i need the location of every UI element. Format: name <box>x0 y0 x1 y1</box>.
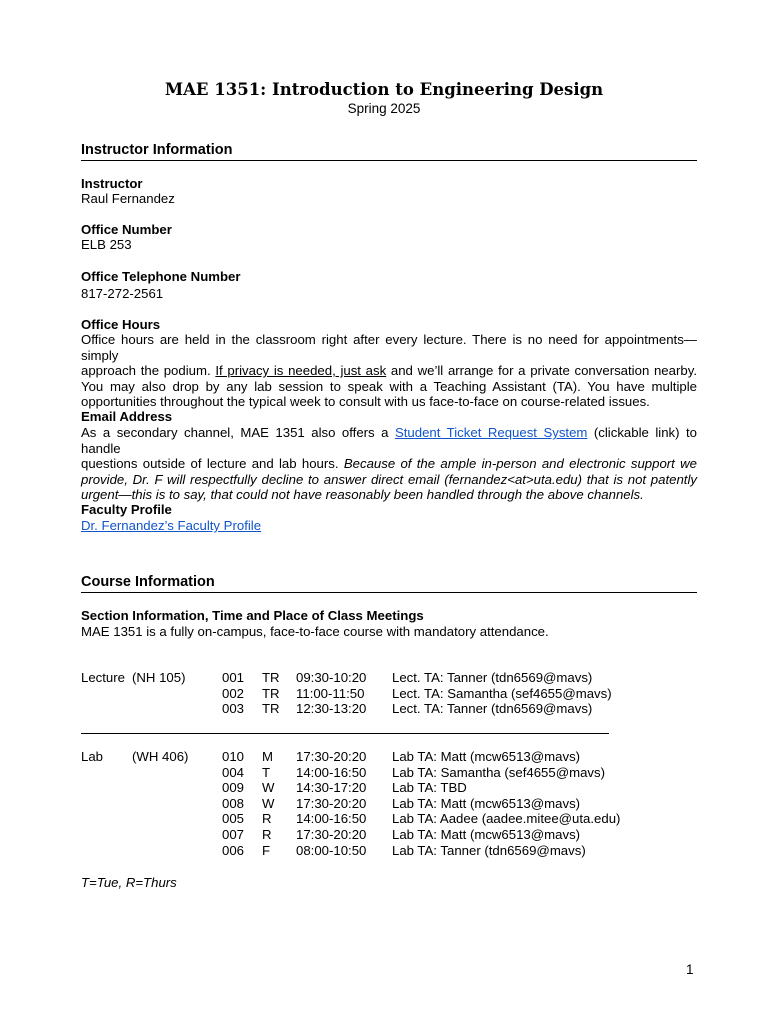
office-hours-label: Office Hours <box>81 317 161 332</box>
office-hours-text: and we’ll arrange for a private conversation nearby. <box>386 363 697 378</box>
section-number: 003 <box>222 701 245 717</box>
faculty-profile-label: Faculty Profile <box>81 502 172 517</box>
instructor-label: Instructor <box>81 176 143 191</box>
course-term: Spring 2025 <box>347 101 421 116</box>
teaching-assistant: Lect. TA: Samantha (sef4655@mavs) <box>392 685 612 701</box>
email-line <box>81 456 697 472</box>
meeting-days: W <box>262 780 275 796</box>
meeting-time: 12:30-13:20 <box>296 701 367 717</box>
office-phone-value: 817-272-2561 <box>81 286 164 301</box>
meeting-days: TR <box>262 701 280 717</box>
room: (WH 406) <box>132 749 189 764</box>
meeting-time: 14:30-17:20 <box>296 780 367 796</box>
meeting-time: 17:30-20:20 <box>296 827 367 842</box>
email-policy-line: urgent—this is to say, that could not have reasonably been handled through the above channels. <box>81 487 644 502</box>
teaching-assistant: Lab TA: Aadee (aadee.mitee@uta.edu) <box>392 811 621 827</box>
meeting-time: 08:00-10:50 <box>296 842 367 858</box>
course-title: MAE 1351: Introduction to Engineering Design <box>164 80 604 99</box>
page-number: 1 <box>686 962 694 977</box>
office-hours-text: approach the podium. <box>81 363 216 378</box>
meeting-time: 14:00-16:50 <box>296 764 367 780</box>
meeting-time: 17:30-20:20 <box>296 795 367 811</box>
section-number: 009 <box>222 780 245 796</box>
teaching-assistant: Lect. TA: Tanner (tdn6569@mavs) <box>392 670 593 685</box>
meeting-time: 09:30-10:20 <box>296 670 367 685</box>
section-number: 006 <box>222 842 245 858</box>
schedule-divider <box>81 733 609 734</box>
teaching-assistant: Lab TA: Tanner (tdn6569@mavs) <box>392 842 586 858</box>
section-number: 001 <box>222 670 245 685</box>
section-information-label: Section Information, Time and Place of Class Meetings <box>81 608 424 623</box>
meeting-time: 11:00-11:50 <box>296 685 365 701</box>
email-line <box>81 425 697 456</box>
office-hours-line: Office hours are held in the classroom right after every lecture. There is no need for appointments—simply <box>81 332 697 363</box>
office-number-value: ELB 253 <box>81 237 132 252</box>
office-hours-paragraph <box>81 332 697 410</box>
meeting-days: TR <box>262 685 280 701</box>
section-number: 004 <box>222 764 245 780</box>
email-address-label: Email Address <box>81 409 173 424</box>
meeting-days: F <box>262 842 271 858</box>
student-ticket-request-link[interactable]: Student Ticket Request System <box>394 425 588 440</box>
meeting-time: 14:00-16:50 <box>296 811 367 827</box>
instructor-information-heading: Instructor Information <box>81 142 697 161</box>
teaching-assistant: Lab TA: Matt (mcw6513@mavs) <box>392 795 581 811</box>
email-text: (clickable link) to handle <box>81 425 697 456</box>
day-abbreviation-note: T=Tue, R=Thurs <box>81 875 177 890</box>
email-text: As a secondary channel, MAE 1351 also offers a <box>81 425 395 440</box>
office-hours-line: You may also drop by any lab session to speak with a Teaching Assistant (TA). You have multiple <box>81 378 697 394</box>
email-paragraph <box>81 425 697 503</box>
course-information-heading: Course Information <box>81 574 697 593</box>
teaching-assistant: Lab TA: Samantha (sef4655@mavs) <box>392 764 606 780</box>
email-policy-line: provide, Dr. F will respectfully decline to answer direct email (fernandez<at>uta.edu) that is not patently <box>81 471 697 487</box>
meeting-days: M <box>262 749 273 764</box>
faculty-profile-link[interactable]: Dr. Fernandez’s Faculty Profile <box>81 518 262 533</box>
section-number: 002 <box>222 685 245 701</box>
teaching-assistant: Lect. TA: Tanner (tdn6569@mavs) <box>392 701 593 717</box>
section-description: MAE 1351 is a fully on-campus, face-to-face course with mandatory attendance. <box>81 624 549 639</box>
meeting-days: R <box>262 827 272 842</box>
meeting-days: W <box>262 795 275 811</box>
teaching-assistant: Lab TA: TBD <box>392 780 467 796</box>
office-hours-line <box>81 363 697 379</box>
section-number: 005 <box>222 811 245 827</box>
meeting-days: T <box>262 764 271 780</box>
office-hours-line: opportunities throughout the typical week to consult with us face-to-face on course-related issues. <box>81 394 650 409</box>
section-number: 007 <box>222 827 245 842</box>
email-policy-text: Because of the ample in-person and electronic support we <box>343 456 697 471</box>
meeting-type: Lab <box>81 749 104 764</box>
teaching-assistant: Lab TA: Matt (mcw6513@mavs) <box>392 827 581 842</box>
section-number: 008 <box>222 795 245 811</box>
meeting-time: 17:30-20:20 <box>296 749 367 764</box>
section-number: 010 <box>222 749 245 764</box>
instructor-name: Raul Fernandez <box>81 191 175 206</box>
office-phone-label: Office Telephone Number <box>81 269 241 284</box>
email-text: questions outside of lecture and lab hours. <box>81 456 344 471</box>
office-number-label: Office Number <box>81 222 172 237</box>
meeting-days: TR <box>262 670 280 685</box>
teaching-assistant: Lab TA: Matt (mcw6513@mavs) <box>392 749 581 764</box>
privacy-note: If privacy is needed, just ask <box>215 363 387 378</box>
meeting-days: R <box>262 811 272 827</box>
room: (NH 105) <box>132 670 186 685</box>
meeting-type: Lecture <box>81 670 125 685</box>
